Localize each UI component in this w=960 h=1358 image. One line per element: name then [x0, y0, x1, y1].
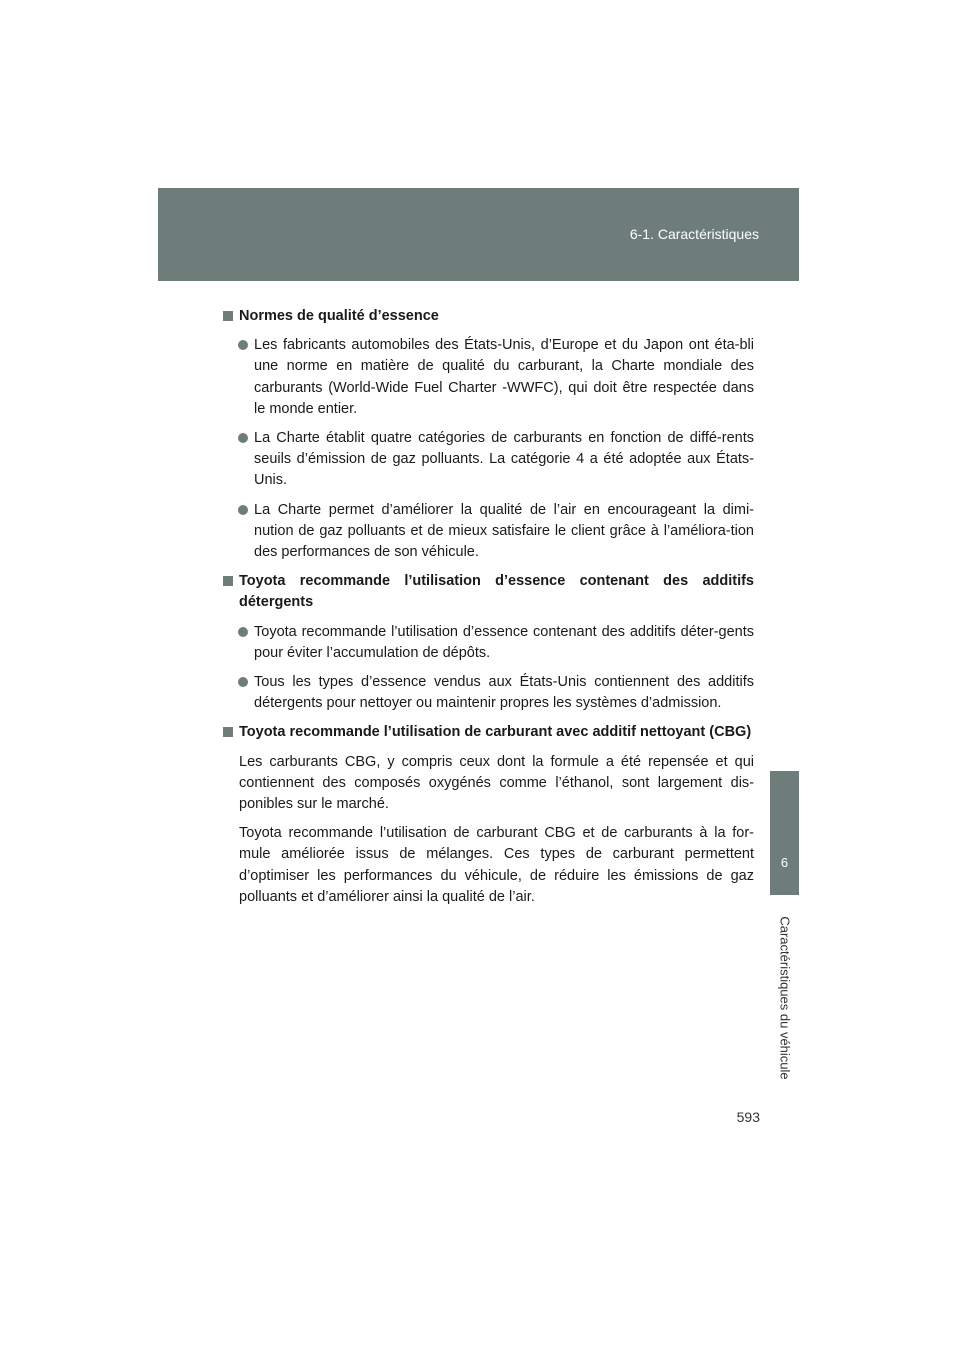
list-item: La Charte établit quatre catégories de carburants en fonction de diffé-rents seuils d’émission de gaz polluants. La catégorie 4 a été adoptée aux États-Unis. [222, 428, 754, 492]
square-bullet-icon [223, 727, 233, 737]
circle-bullet-icon [238, 677, 248, 687]
header-band [158, 188, 799, 281]
circle-bullet-icon [238, 627, 248, 637]
square-bullet-icon [223, 311, 233, 321]
list-item: Tous les types d’essence vendus aux États-Unis contiennent des additifs détergents pour nettoyer ou maintenir propres les systèmes d’admission. [222, 672, 754, 714]
chapter-label-container [771, 903, 799, 1093]
chapter-label: Caractéristiques du véhicule [777, 916, 793, 1080]
paragraph: Les carburants CBG, y compris ceux dont la formule a été repensée et qui contiennent des composés oxygénés comme l’éthanol, sont largement dis-ponibles sur le marché. [239, 753, 754, 813]
section-heading: Toyota recommande l’utilisation d’essence contenant des additifs détergents [222, 571, 754, 613]
section-title: 6-1. Caractéristiques [629, 226, 759, 242]
paragraph: Toyota recommande l’utilisation de carburant CBG et de carburants à la for-mule améliorée issus de mélanges. Ces types de carburant permettent d’optimiser les performances du véhicule, de réduire les émissions de gaz polluants et d’améliorer ainsi la qualité de l’air. [239, 825, 754, 905]
list-item: Toyota recommande l’utilisation d’essence contenant des additifs déter-gents pour éviter l’accumulation de dépôts. [222, 622, 754, 664]
chapter-number: 6 [780, 855, 789, 870]
circle-bullet-icon [238, 433, 248, 443]
list-item: Les fabricants automobiles des États-Unis, d’Europe et du Japon ont éta-bli une norme en matière de qualité du carburant, la Charte mondiale des carburants (World-Wide Fuel Charter -WWFC), qui doit être respectée dans le monde entier. [222, 335, 754, 420]
page-number: 593 [736, 1109, 760, 1125]
section-heading: Normes de qualité d’essence [222, 306, 754, 327]
circle-bullet-icon [238, 505, 248, 515]
circle-bullet-icon [238, 340, 248, 350]
section-heading: Toyota recommande l’utilisation de carburant avec additif nettoyant (CBG) [222, 722, 754, 743]
chapter-tab [770, 771, 799, 895]
square-bullet-icon [223, 576, 233, 586]
list-item: La Charte permet d’améliorer la qualité de l’air en encourageant la dimi-nution de gaz polluants et de mieux satisfaire le client grâce à l’améliora-tion des performances de son véhicule. [222, 500, 754, 564]
page-content [222, 306, 754, 916]
